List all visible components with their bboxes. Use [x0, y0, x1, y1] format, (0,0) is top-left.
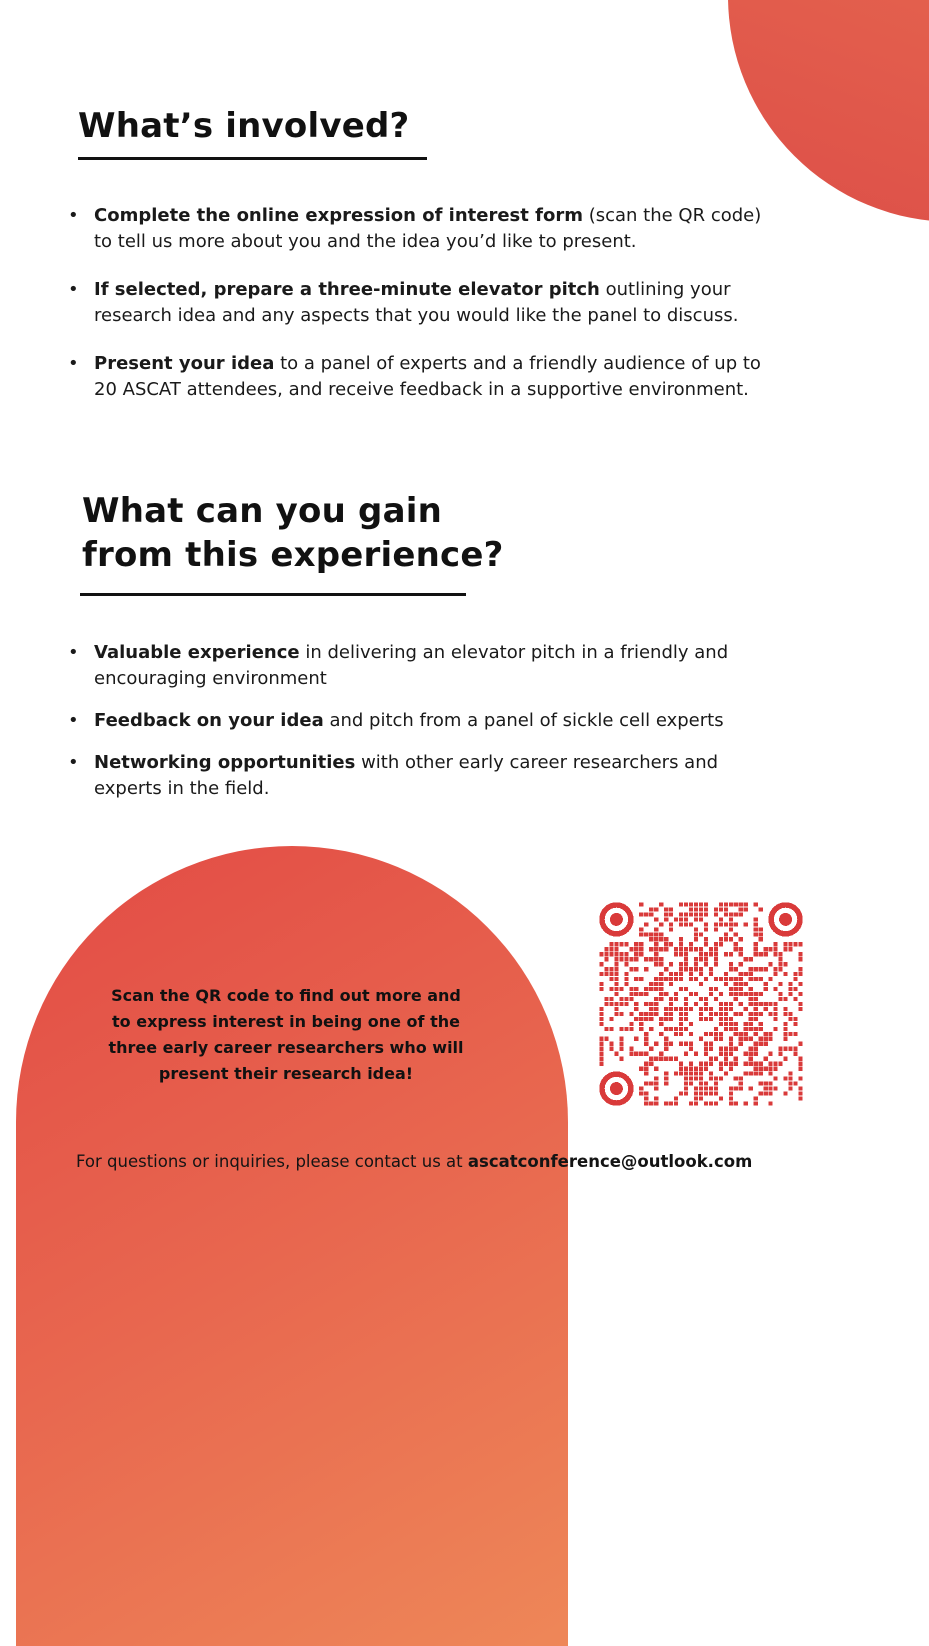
item-text-continued: to tell us more about you and the idea you’d like to present.	[94, 231, 637, 252]
gain-list	[68, 640, 728, 818]
item-text: and pitch from a panel of sickle cell experts	[323, 710, 724, 731]
item-text: in delivering an elevator pitch in a friendly and	[299, 642, 729, 663]
heading-line: What can you gain	[82, 491, 442, 531]
heading-line: from this experience?	[82, 535, 504, 575]
item-emphasis: Networking opportunities	[94, 752, 356, 773]
item-text-continued: experts in the field.	[94, 778, 270, 799]
item-emphasis: Complete the online expression of interest form	[94, 205, 583, 226]
cta-line: Scan the QR code to find out more and	[111, 986, 461, 1005]
item-emphasis: If selected, prepare a three-minute elevator pitch	[94, 279, 600, 300]
footer-text: For questions or inquiries, please contact us at	[76, 1152, 468, 1171]
section-heading-involved: What’s involved?	[78, 106, 410, 146]
contact-footer	[76, 1150, 752, 1174]
item-text-continued: research idea and any aspects that you would like the panel to discuss.	[94, 305, 739, 326]
section-heading-gain	[82, 489, 504, 577]
involved-list	[68, 203, 761, 425]
qr-finder-marker	[602, 905, 631, 934]
call-to-action	[66, 983, 506, 1087]
item-emphasis: Feedback on your idea	[94, 710, 324, 731]
item-text: with other early career researchers and	[355, 752, 719, 773]
list-item	[68, 708, 728, 734]
list-item	[68, 203, 761, 255]
decorative-arch-bottom	[16, 846, 568, 1646]
item-text: to a panel of experts and a friendly audience of up to	[274, 353, 761, 374]
cta-line: three early career researchers who will	[108, 1038, 464, 1057]
item-text-continued: 20 ASCAT attendees, and receive feedback in a supportive environment.	[94, 379, 749, 400]
decorative-circle-top	[728, 0, 929, 222]
cta-line: to express interest in being one of the	[112, 1012, 460, 1031]
item-emphasis: Present your idea	[94, 353, 275, 374]
heading-underline	[80, 593, 466, 596]
item-text: (scan the QR code)	[582, 205, 762, 226]
qr-finder-marker	[602, 1074, 631, 1103]
list-item	[68, 750, 728, 802]
heading-underline	[78, 157, 427, 160]
list-item	[68, 351, 761, 403]
contact-email-link[interactable]: ascatconference@outlook.com	[467, 1152, 753, 1171]
list-item	[68, 277, 761, 329]
item-emphasis: Valuable experience	[94, 642, 300, 663]
list-item	[68, 640, 728, 692]
cta-line: present their research idea!	[158, 1064, 414, 1083]
qr-finder-marker	[771, 905, 800, 934]
item-text-continued: encouraging environment	[94, 668, 327, 689]
item-text: outlining your	[599, 279, 731, 300]
qr-code-icon[interactable]	[599, 902, 803, 1106]
